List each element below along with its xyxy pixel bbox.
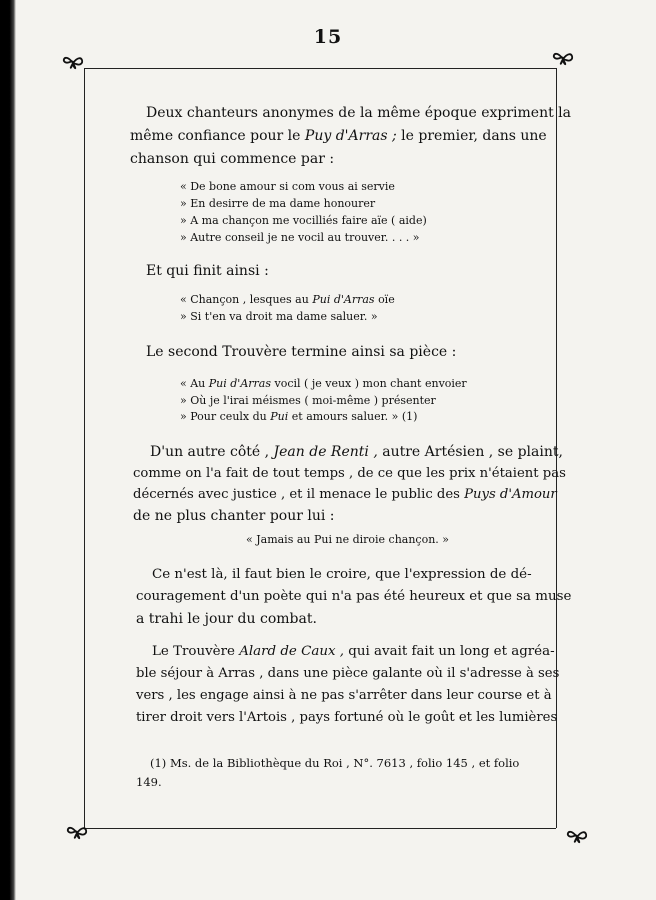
frame-border-left: [84, 68, 85, 828]
verse3-line-2: » Où je l'irai méismes ( moi-même ) présenter: [180, 394, 436, 407]
verse2-line-1-end: oïe: [378, 293, 395, 306]
verse3-line-3: [180, 410, 417, 423]
verse1-line-1: « De bone amour si com vous ai servie: [180, 180, 395, 193]
intro-line-1: Deux chanteurs anonymes de la même époque expriment la: [146, 105, 571, 121]
para2-line-2: comme on l'a fait de tout temps , de ce que les prix n'étaient pas: [133, 466, 566, 481]
para3-line-3: a trahi le jour du combat.: [136, 611, 317, 627]
verse3-line-1-start: « Au: [180, 377, 206, 390]
corner-ornament-top-right: [548, 44, 578, 74]
intro-line-2-italic: Puy d'Arras ;: [304, 128, 397, 144]
para4-line-1-end: qui avait fait un long et agréa-: [348, 644, 555, 659]
para4-line-1-start: Le Trouvère: [152, 644, 235, 659]
para2-line-1-italic: Jean de Renti ,: [273, 444, 378, 460]
para2-line-3-italic: Puys d'Amour: [464, 487, 557, 502]
para4-line-3: vers , les engage ainsi à ne pas s'arrêter dans leur course et à: [136, 688, 552, 703]
frame-border-top: [84, 68, 556, 69]
para4-line-4: tirer droit vers l'Artois , pays fortuné où le goût et les lumières: [136, 710, 558, 725]
footnote-line-2: 149.: [136, 775, 162, 789]
intro-line-3: chanson qui commence par :: [130, 151, 335, 167]
verse3-line-3-end: et amours saluer. » (1): [291, 410, 418, 423]
para4-line-2: ble séjour à Arras , dans une pièce galante où il s'adresse à ses: [136, 666, 560, 681]
ending-label: Et qui finit ainsi :: [146, 263, 269, 279]
para2-line-3: [133, 487, 557, 502]
para2-line-1-start: D'un autre côté ,: [150, 444, 270, 460]
second-label: Le second Trouvère termine ainsi sa pièce :: [146, 344, 457, 360]
para3-line-2: couragement d'un poète qui n'a pas été heureux et que sa muse: [136, 589, 572, 604]
para3-line-1: Ce n'est là, il faut bien le croire, que l'expression de dé-: [152, 567, 532, 582]
scan-edge-shadow: [0, 0, 16, 900]
corner-ornament-bottom-left: [62, 818, 92, 848]
verse3-line-3-italic: Pui: [270, 410, 289, 423]
page-number: 15: [313, 26, 343, 48]
verse3-line-3-start: » Pour ceulx du: [180, 410, 267, 423]
para2-line-4: de ne plus chanter pour lui :: [133, 508, 335, 524]
verse2-line-2: » Si t'en va droit ma dame saluer. »: [180, 310, 378, 323]
quote-line: « Jamais au Pui ne diroie chançon. »: [246, 533, 450, 546]
para2-line-3-start: décernés avec justice , et il menace le public des: [133, 487, 460, 502]
para4-line-1: [152, 644, 555, 659]
verse2-line-1: [180, 293, 395, 306]
footnote-line-1: (1) Ms. de la Bibliothèque du Roi , N°. 7613 , folio 145 , et folio: [150, 756, 520, 770]
frame-border-bottom: [84, 828, 556, 829]
intro-line-2-start: même confiance pour le: [130, 128, 301, 144]
verse2-line-1-start: « Chançon , lesques au: [180, 293, 309, 306]
verse1-line-2: » En desirre de ma dame honourer: [180, 197, 376, 210]
para2-line-1: [150, 444, 563, 460]
para4-line-1-italic: Alard de Caux ,: [239, 644, 345, 659]
verse2-line-1-italic: Pui d'Arras: [312, 293, 375, 306]
intro-line-2: [130, 128, 547, 144]
verse3-line-1: [180, 377, 467, 390]
verse3-line-1-italic: Pui d'Arras: [208, 377, 271, 390]
intro-line-2-end: le premier, dans une: [401, 128, 547, 144]
verse3-line-1-end: vocil ( je veux ) mon chant envoier: [274, 377, 467, 390]
verse1-line-3: » A ma chançon me vocilliés faire aïe ( aide): [180, 214, 427, 227]
corner-ornament-top-left: [58, 48, 88, 78]
para2-line-1-end: autre Artésien , se plaint,: [382, 444, 563, 460]
corner-ornament-bottom-right: [562, 822, 592, 852]
verse1-line-4: » Autre conseil je ne vocil au trouver. . . . »: [180, 231, 420, 244]
